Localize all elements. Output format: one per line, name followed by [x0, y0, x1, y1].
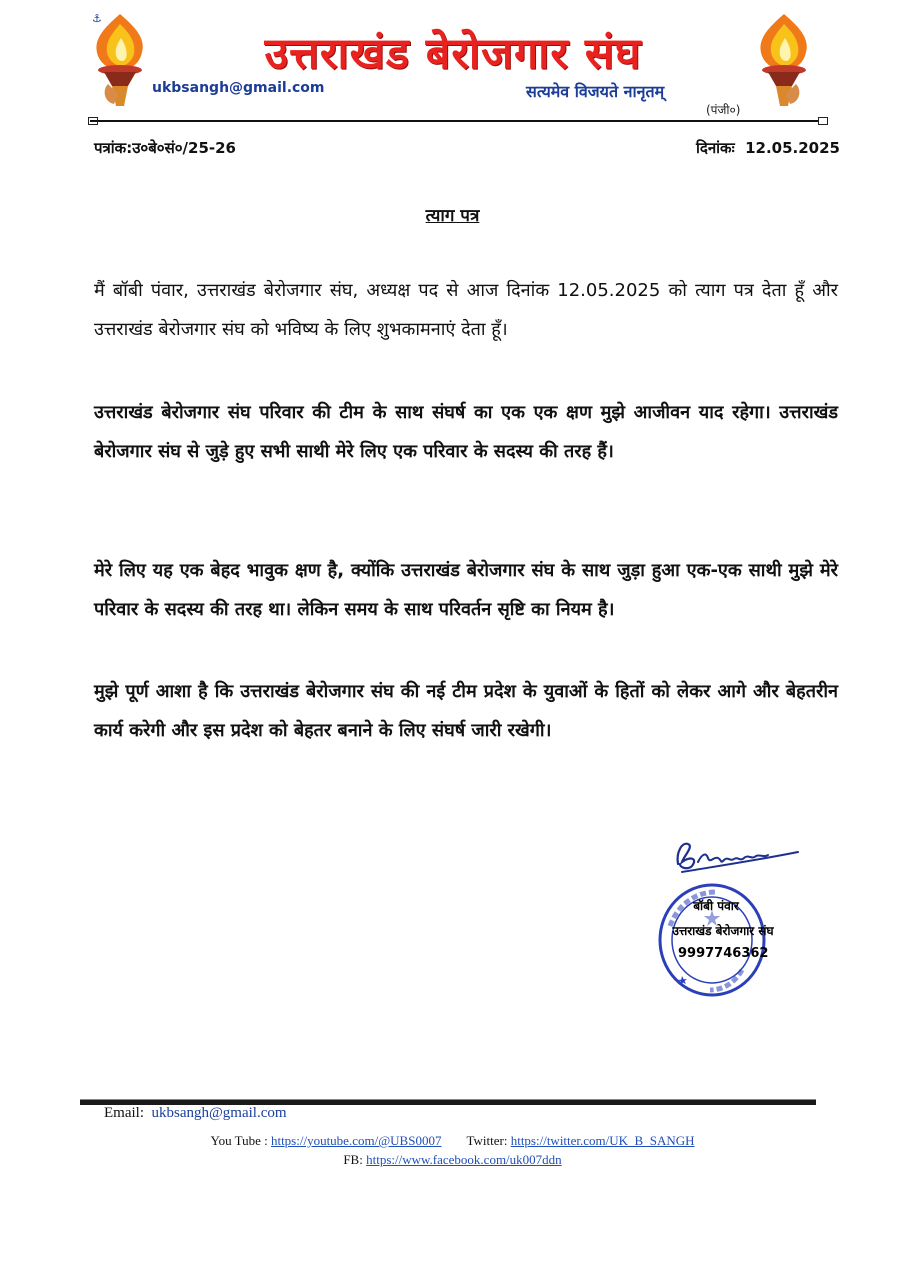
header-email: ukbsangh@gmail.com	[152, 80, 325, 96]
org-name-header: उत्तराखंड बेरोजगार संघ	[264, 29, 642, 79]
paragraph-2: उत्तराखंड बेरोजगार संघ परिवार की टीम के साथ संघर्ष का एक एक क्षण मुझे आजीवन याद रहेगा। उत्तराखंड बेरोजगार संघ से जुड़े हुए सभी साथी मेरे लिए एक परिवार के सदस्य की तरह हैं।	[94, 402, 838, 462]
signatory-phone: 9997746362	[678, 946, 769, 961]
facebook-label: FB:	[343, 1152, 363, 1167]
motto: सत्यमेव विजयते नानृतम्	[526, 82, 665, 101]
flaming-torch-icon	[748, 10, 820, 110]
divider-end-mark	[818, 117, 828, 125]
date-label: दिनांकः	[696, 139, 735, 157]
paragraph-4: मुझे पूर्ण आशा है कि उत्तराखंड बेरोजगार संघ की नई टीम प्रदेश के युवाओं के हितों को लेकर आगे और बेहतरीन कार्य करेगी और इस प्रदेश को बेहतर बनाने के लिए संघर्ष जारी रखेगी।	[94, 681, 838, 741]
footer-email	[104, 1105, 287, 1122]
youtube-label: You Tube :	[210, 1133, 268, 1148]
reference-number: पत्रांक:उ०बे०सं०/25-26	[94, 139, 236, 157]
date-value: 12.05.2025	[745, 139, 840, 157]
paragraph-1: मैं बॉबी पंवार, उत्तराखंड बेरोजगार संघ, अध्यक्ष पद से आज दिनांक 12.05.2025 को त्याग पत्र देता हूँ और उत्तराखंड बेरोजगार संघ को भविष्य के लिए शुभकामनाएं देता हूँ।	[94, 280, 838, 340]
youtube-link[interactable]: https://youtube.com/@UBS0007	[270, 1133, 442, 1148]
svg-text:⚓: ⚓	[92, 12, 102, 25]
footer-email-label: Email:	[104, 1105, 144, 1121]
divider-end-mark	[88, 117, 98, 125]
signatory-name: बॉबी पंवार	[693, 899, 739, 913]
handwritten-signature	[668, 834, 804, 880]
footer-facebook-line	[0, 1152, 905, 1168]
facebook-link[interactable]: https://www.facebook.com/uk007ddn	[366, 1152, 562, 1167]
registered-label: (पंजी०)	[706, 103, 741, 117]
letter-subject: त्याग पत्र	[425, 206, 480, 226]
letter-date	[696, 138, 840, 158]
flaming-torch-icon	[84, 10, 156, 110]
twitter-link[interactable]: https://twitter.com/UK_B_SANGH	[510, 1133, 695, 1148]
footer-email-value[interactable]: ukbsangh@gmail.com	[151, 1105, 287, 1121]
footer-social-line	[0, 1133, 905, 1149]
twitter-label: Twitter:	[466, 1133, 508, 1148]
signatory-organization: उत्तराखंड बेरोजगार संघ	[672, 924, 774, 938]
paragraph-3: मेरे लिए यह एक बेहद भावुक क्षण है, क्योंकि उत्तराखंड बेरोजगार संघ के साथ जुड़ा हुआ एक-एक साथी मुझे मेरे परिवार के सदस्य की तरह था। लेकिन समय के साथ परिवर्तन सृष्टि का नियम है।	[94, 560, 838, 620]
header-divider	[90, 120, 818, 122]
